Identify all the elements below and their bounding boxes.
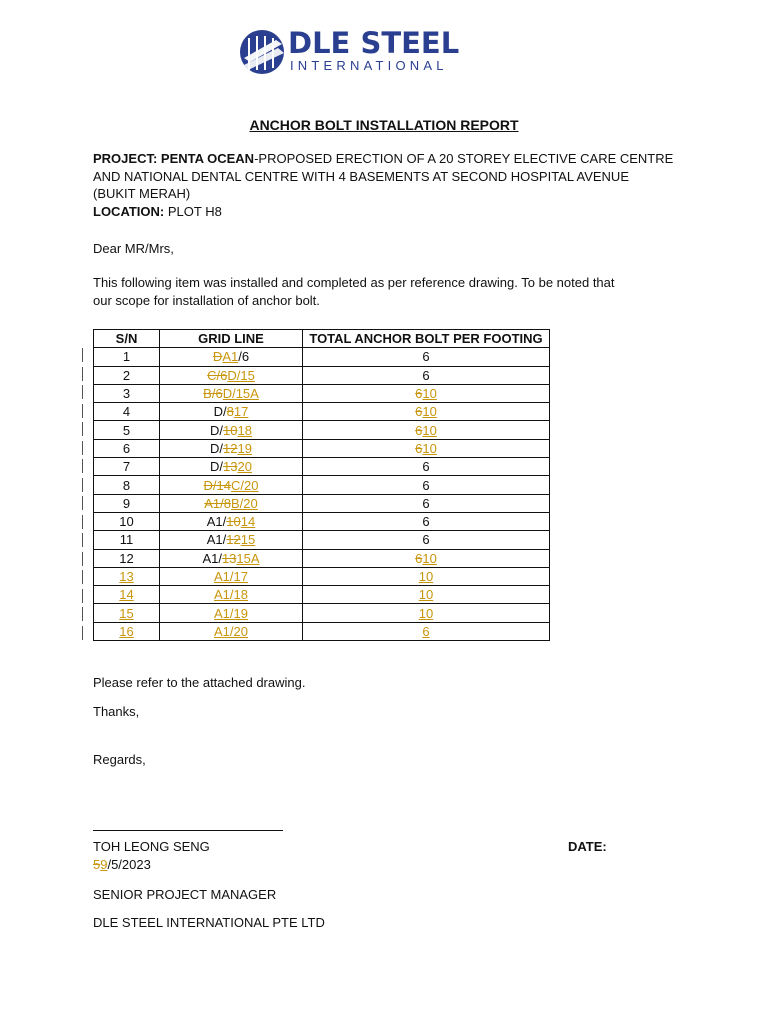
cell-text: A1/ [202, 550, 222, 566]
table-row [94, 421, 550, 439]
cell-grid-line [160, 421, 303, 439]
cell-total-bolts [303, 458, 550, 476]
cell-sn: 3 [94, 384, 160, 402]
cell-sn: 16 [94, 622, 160, 640]
inserted-text: B/20 [231, 495, 258, 511]
inserted-text: 10 [422, 440, 437, 456]
intro-line-2: our scope for installation of anchor bolt. [93, 292, 320, 308]
cell-sn: 12 [94, 549, 160, 567]
cell-sn: 13 [94, 567, 160, 585]
cell-grid-line [160, 604, 303, 622]
table-row [94, 366, 550, 384]
date-value [93, 856, 683, 874]
cell-grid-line [160, 348, 303, 366]
table-row [94, 494, 550, 512]
cell-text: 6 [422, 459, 430, 475]
table-row [94, 549, 550, 567]
table-body [94, 348, 550, 641]
cell-text: 10 [418, 587, 434, 603]
signer-position: SENIOR PROJECT MANAGER [93, 887, 277, 902]
report-title: ANCHOR BOLT INSTALLATION REPORT [249, 117, 519, 133]
cell-total-bolts [303, 494, 550, 512]
table-row [94, 604, 550, 622]
deleted-text: 10 [226, 514, 241, 530]
deleted-text: 6 [415, 550, 423, 566]
table-row [94, 476, 550, 494]
inserted-text: 10 [422, 550, 437, 566]
location-label: LOCATION: [93, 203, 165, 219]
deleted-text: D/14 [203, 477, 231, 493]
change-bar [82, 626, 83, 640]
deleted-text: 6 [415, 404, 423, 420]
cell-grid-line [160, 531, 303, 549]
change-bar [82, 552, 83, 566]
inserted-text: 17 [233, 404, 249, 420]
logo-subtitle: INTERNATIONAL [290, 58, 448, 73]
inserted-text: 15 [240, 532, 256, 548]
cell-text: 10 [418, 605, 434, 621]
cell-grid-line [160, 476, 303, 494]
project-block [93, 150, 683, 220]
cell-total-bolts [303, 586, 550, 604]
change-bar [82, 589, 83, 603]
cell-sn: 7 [94, 458, 160, 476]
regards-text: Regards, [93, 752, 146, 767]
change-bar [82, 422, 83, 436]
cell-text: 6 [422, 477, 430, 493]
cell-grid-line [160, 586, 303, 604]
cell-sn: 5 [94, 421, 160, 439]
cell-grid-line [160, 622, 303, 640]
cell-grid-line [160, 494, 303, 512]
cell-grid-line [160, 458, 303, 476]
cell-total-bolts [303, 421, 550, 439]
table-row [94, 531, 550, 549]
cell-text: D/ [210, 440, 224, 456]
cell-text: /6 [238, 349, 250, 365]
table-row [94, 348, 550, 366]
inserted-text: 20 [237, 459, 252, 475]
cell-text: 10 [418, 569, 434, 584]
change-bar [82, 348, 83, 362]
date-inserted-digit: 9 [100, 857, 108, 872]
cell-sn: 14 [94, 586, 160, 604]
change-bar [82, 367, 83, 381]
change-bar [82, 385, 83, 399]
cell-sn: 2 [94, 366, 160, 384]
table-row [94, 458, 550, 476]
inserted-text: D/15 [227, 367, 255, 383]
inserted-text: 10 [422, 386, 437, 402]
inserted-text: 19 [237, 440, 252, 456]
cell-grid-line [160, 439, 303, 457]
change-bar [82, 607, 83, 621]
change-bar [82, 441, 83, 455]
cell-text: D/ [213, 404, 227, 420]
location-value: PLOT H8 [164, 203, 222, 219]
date-rest: /5/2023 [107, 857, 151, 872]
cell-grid-line [160, 403, 303, 421]
cell-text: D/ [210, 459, 224, 475]
thanks-text: Thanks, [93, 704, 140, 719]
cell-total-bolts [303, 366, 550, 384]
inserted-text: D/15A [222, 386, 259, 402]
cell-total-bolts [303, 549, 550, 567]
cell-grid-line [160, 512, 303, 530]
deleted-text: 8 [226, 404, 234, 420]
company-name: DLE STEEL INTERNATIONAL PTE LTD [93, 915, 325, 930]
table-row [94, 384, 550, 402]
revision-change-bars [82, 348, 84, 644]
cell-total-bolts [303, 604, 550, 622]
deleted-text: B/6 [203, 386, 223, 402]
inserted-text: 18 [237, 422, 252, 438]
deleted-text: 10 [223, 422, 238, 438]
table-header-row [94, 330, 550, 348]
date-deleted-digit: 5 [93, 857, 101, 872]
deleted-text: 13 [221, 550, 237, 566]
cell-text: A1/18 [214, 587, 248, 603]
table-row [94, 439, 550, 457]
table-row [94, 622, 550, 640]
cell-total-bolts [303, 622, 550, 640]
cell-grid-line [160, 366, 303, 384]
cell-text: 6 [422, 532, 430, 548]
signer-name: TOH LEONG SENG [93, 839, 210, 854]
change-bar [82, 533, 83, 547]
logo-name: DLE STEEL [288, 26, 460, 60]
cell-total-bolts [303, 512, 550, 530]
cell-text: 6 [422, 367, 430, 383]
cell-total-bolts [303, 403, 550, 421]
cell-text: A1/17 [214, 569, 248, 584]
cell-total-bolts [303, 476, 550, 494]
cell-text: A1/ [206, 514, 227, 530]
cell-total-bolts [303, 439, 550, 457]
cell-total-bolts [303, 348, 550, 366]
anchor-bolt-table [93, 329, 550, 641]
inserted-text: C/20 [231, 477, 259, 493]
inserted-text: A1 [222, 349, 239, 365]
cell-text: 6 [422, 623, 430, 639]
deleted-text: 12 [226, 532, 241, 548]
refer-text: Please refer to the attached drawing. [93, 675, 306, 690]
deleted-text: 13 [223, 459, 238, 475]
project-label: PROJECT: PENTA OCEAN [93, 151, 255, 166]
intro-text [93, 274, 683, 309]
inserted-text: 14 [240, 514, 256, 530]
cell-sn: 6 [94, 439, 160, 457]
cell-text: D/ [210, 422, 224, 438]
header-grid-line: GRID LINE [160, 330, 303, 348]
intro-line-1: This following item was installed and completed as per reference drawing. To be noted that [93, 275, 615, 290]
deleted-text: C/6 [207, 367, 228, 383]
cell-sn: 15 [94, 604, 160, 622]
greeting: Dear MR/Mrs, [93, 241, 174, 256]
cell-text: A1/20 [214, 623, 248, 639]
table-row [94, 403, 550, 421]
change-bar [82, 478, 83, 492]
cell-text: A1/ [206, 532, 227, 548]
logo-globe-icon [238, 28, 286, 76]
deleted-text: 6 [415, 386, 423, 402]
date-label: DATE: [568, 839, 607, 854]
cell-sn: 8 [94, 476, 160, 494]
table-row [94, 567, 550, 585]
change-bar [82, 570, 83, 584]
table-row [94, 512, 550, 530]
header-sn: S/N [94, 330, 160, 348]
signature-line [93, 830, 283, 831]
cell-text: A1/19 [214, 605, 248, 621]
inserted-text: 15A [236, 550, 260, 566]
deleted-text: 12 [223, 440, 238, 456]
table-row [94, 586, 550, 604]
inserted-text: 10 [422, 404, 437, 420]
cell-grid-line [160, 384, 303, 402]
deleted-text: 6 [415, 422, 423, 438]
project-text-1: -PROPOSED ERECTION OF A 20 STOREY ELECTIVE CARE CENTRE [254, 151, 674, 166]
change-bar [82, 404, 83, 418]
cell-text: 6 [422, 349, 430, 365]
inserted-text: 10 [422, 422, 437, 438]
cell-sn: 11 [94, 531, 160, 549]
cell-text: 6 [422, 514, 430, 530]
cell-total-bolts [303, 567, 550, 585]
cell-grid-line [160, 549, 303, 567]
change-bar [82, 459, 83, 473]
change-bar [82, 496, 83, 510]
cell-sn: 10 [94, 512, 160, 530]
project-text-3: (BUKIT MERAH) [93, 186, 191, 201]
deleted-text: D [212, 349, 223, 365]
cell-grid-line [160, 567, 303, 585]
deleted-text: 6 [415, 440, 423, 456]
deleted-text: A1/8 [204, 495, 231, 511]
cell-sn: 1 [94, 348, 160, 366]
cell-sn: 4 [94, 403, 160, 421]
cell-total-bolts [303, 531, 550, 549]
header-total-bolts: TOTAL ANCHOR BOLT PER FOOTING [303, 330, 550, 348]
company-logo [238, 24, 458, 80]
cell-sn: 9 [94, 494, 160, 512]
project-text-2: AND NATIONAL DENTAL CENTRE WITH 4 BASEMENTS AT SECOND HOSPITAL AVENUE [93, 168, 629, 184]
cell-text: 6 [422, 495, 430, 511]
cell-total-bolts [303, 384, 550, 402]
change-bar [82, 515, 83, 529]
